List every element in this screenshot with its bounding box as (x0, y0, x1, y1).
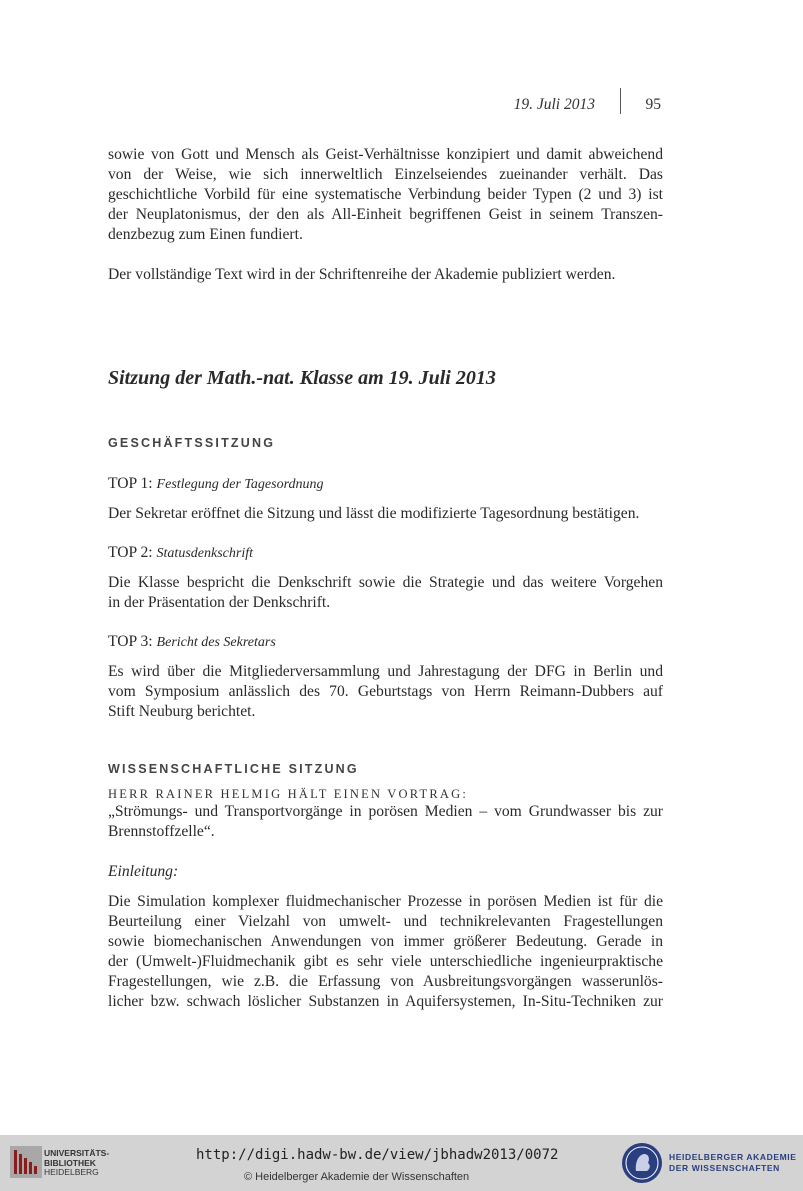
academy-name (669, 1152, 797, 1174)
university-library-name (44, 1149, 109, 1178)
top1-heading (108, 474, 663, 495)
academy-name-line: DER WISSENSCHAFTEN (669, 1163, 780, 1173)
business-heading: GESCHÄFTSSITZUNG (108, 436, 276, 450)
header-divider (620, 88, 621, 114)
talk-title (108, 802, 663, 842)
text-line: vom Symposium anlässlich des 70. Geburtstags von Herrn Reimann-Dubbers auf (108, 683, 663, 700)
text-line: denzbezug zum Einen fundiert. (108, 226, 303, 243)
intro-label: Einleitung: (108, 863, 179, 880)
text-line: der Neuplatonismus, der den als All-Einheit begriffenen Geist in seinem Transzen- (108, 206, 663, 223)
top2-label: TOP 2: (108, 544, 153, 561)
footer-bar (0, 1135, 803, 1191)
page-header (108, 92, 663, 118)
text-line: Brennstoffzelle“. (108, 823, 215, 840)
top1-text: Der Sekretar eröffnet die Sitzung und lässt die modifizierte Tagesordnung bestätigen. (108, 505, 640, 522)
top2-text (108, 573, 663, 613)
text-line: Stift Neuburg berichtet. (108, 703, 256, 720)
text-line: Die Klasse bespricht die Denkschrift sowie die Strategie und das weitere Vorgehen (108, 574, 663, 591)
library-name-line: HEIDELBERG (44, 1167, 99, 1177)
academy-seal-icon (620, 1141, 664, 1185)
top1-label: TOP 1: (108, 475, 153, 492)
library-name-line: BIBLIOTHEK (44, 1157, 96, 1168)
copyright-text: © Heidelberger Akademie der Wissenschaften (244, 1171, 470, 1183)
text-line: Beurteilung einer Vielzahl von umwelt- und technikrelevanten Fragestellungen (108, 913, 663, 930)
academy-name-line: HEIDELBERGER AKADEMIE (669, 1152, 797, 1162)
text-line: der (Umwelt-)Fluidmechanik gibt es sehr viele unterschiedliche ingenieurpraktische (108, 953, 663, 970)
text-line: „Strömungs- und Transportvorgänge in porösen Medien – vom Grundwasser bis zur (108, 803, 663, 820)
page-number: 95 (645, 96, 661, 113)
speaker-line: HERR RAINER HELMIG HÄLT EINEN VORTRAG: (108, 787, 469, 801)
text-line: licher bzw. schwach löslicher Substanzen in Aquifersystemen, In-Situ-Techniken zur (108, 993, 663, 1010)
top3-label: TOP 3: (108, 633, 153, 650)
top2-heading (108, 543, 663, 564)
text-line: geschichtliche Vorbild für eine systematische Verbindung beider Typen (2 und 3) ist (108, 186, 663, 203)
text-line: sowie biomechanischen Anwendungen von immer größerer Bedeutung. Gerade in (108, 933, 663, 950)
top1-title: Festlegung der Tagesordnung (156, 477, 324, 492)
library-name-line: UNIVERSITÄTS- (44, 1148, 110, 1158)
text-line: Fragestellungen, wie z.B. die Erfassung von Ausbreitungsvorgängen wasserunlös- (108, 973, 663, 990)
top2-title: Statusdenkschrift (156, 546, 253, 561)
top3-heading (108, 632, 663, 653)
header-date: 19. Juli 2013 (513, 96, 595, 113)
scientific-heading: WISSENSCHAFTLICHE SITZUNG (108, 762, 359, 776)
page-body (108, 145, 663, 1012)
document-url-link[interactable]: http://digi.hadw-bw.de/view/jbhadw2013/0072 (196, 1147, 559, 1163)
text-line: Es wird über die Mitgliederversammlung und Jahrestagung der DFG in Berlin und (108, 663, 663, 680)
publication-note: Der vollständige Text wird in der Schriftenreihe der Akademie publiziert werden. (108, 266, 616, 283)
text-line: Die Simulation komplexer fluidmechanischer Prozesse in porösen Medien ist für die (108, 893, 663, 910)
top3-title: Bericht des Sekretars (156, 635, 276, 650)
text-line: von der Weise, wie sich innerweltlich Einzelseiendes zueinander verhält. Das (108, 166, 663, 183)
text-line: in der Präsentation der Denkschrift. (108, 594, 331, 611)
section-title: Sitzung der Math.-nat. Klasse am 19. Juli 2013 (108, 367, 496, 389)
intro-text (108, 892, 663, 1012)
top3-text (108, 662, 663, 722)
intro-paragraph (108, 145, 663, 245)
text-line: sowie von Gott und Mensch als Geist-Verhältnisse konzipiert und damit abweichend (108, 146, 663, 163)
